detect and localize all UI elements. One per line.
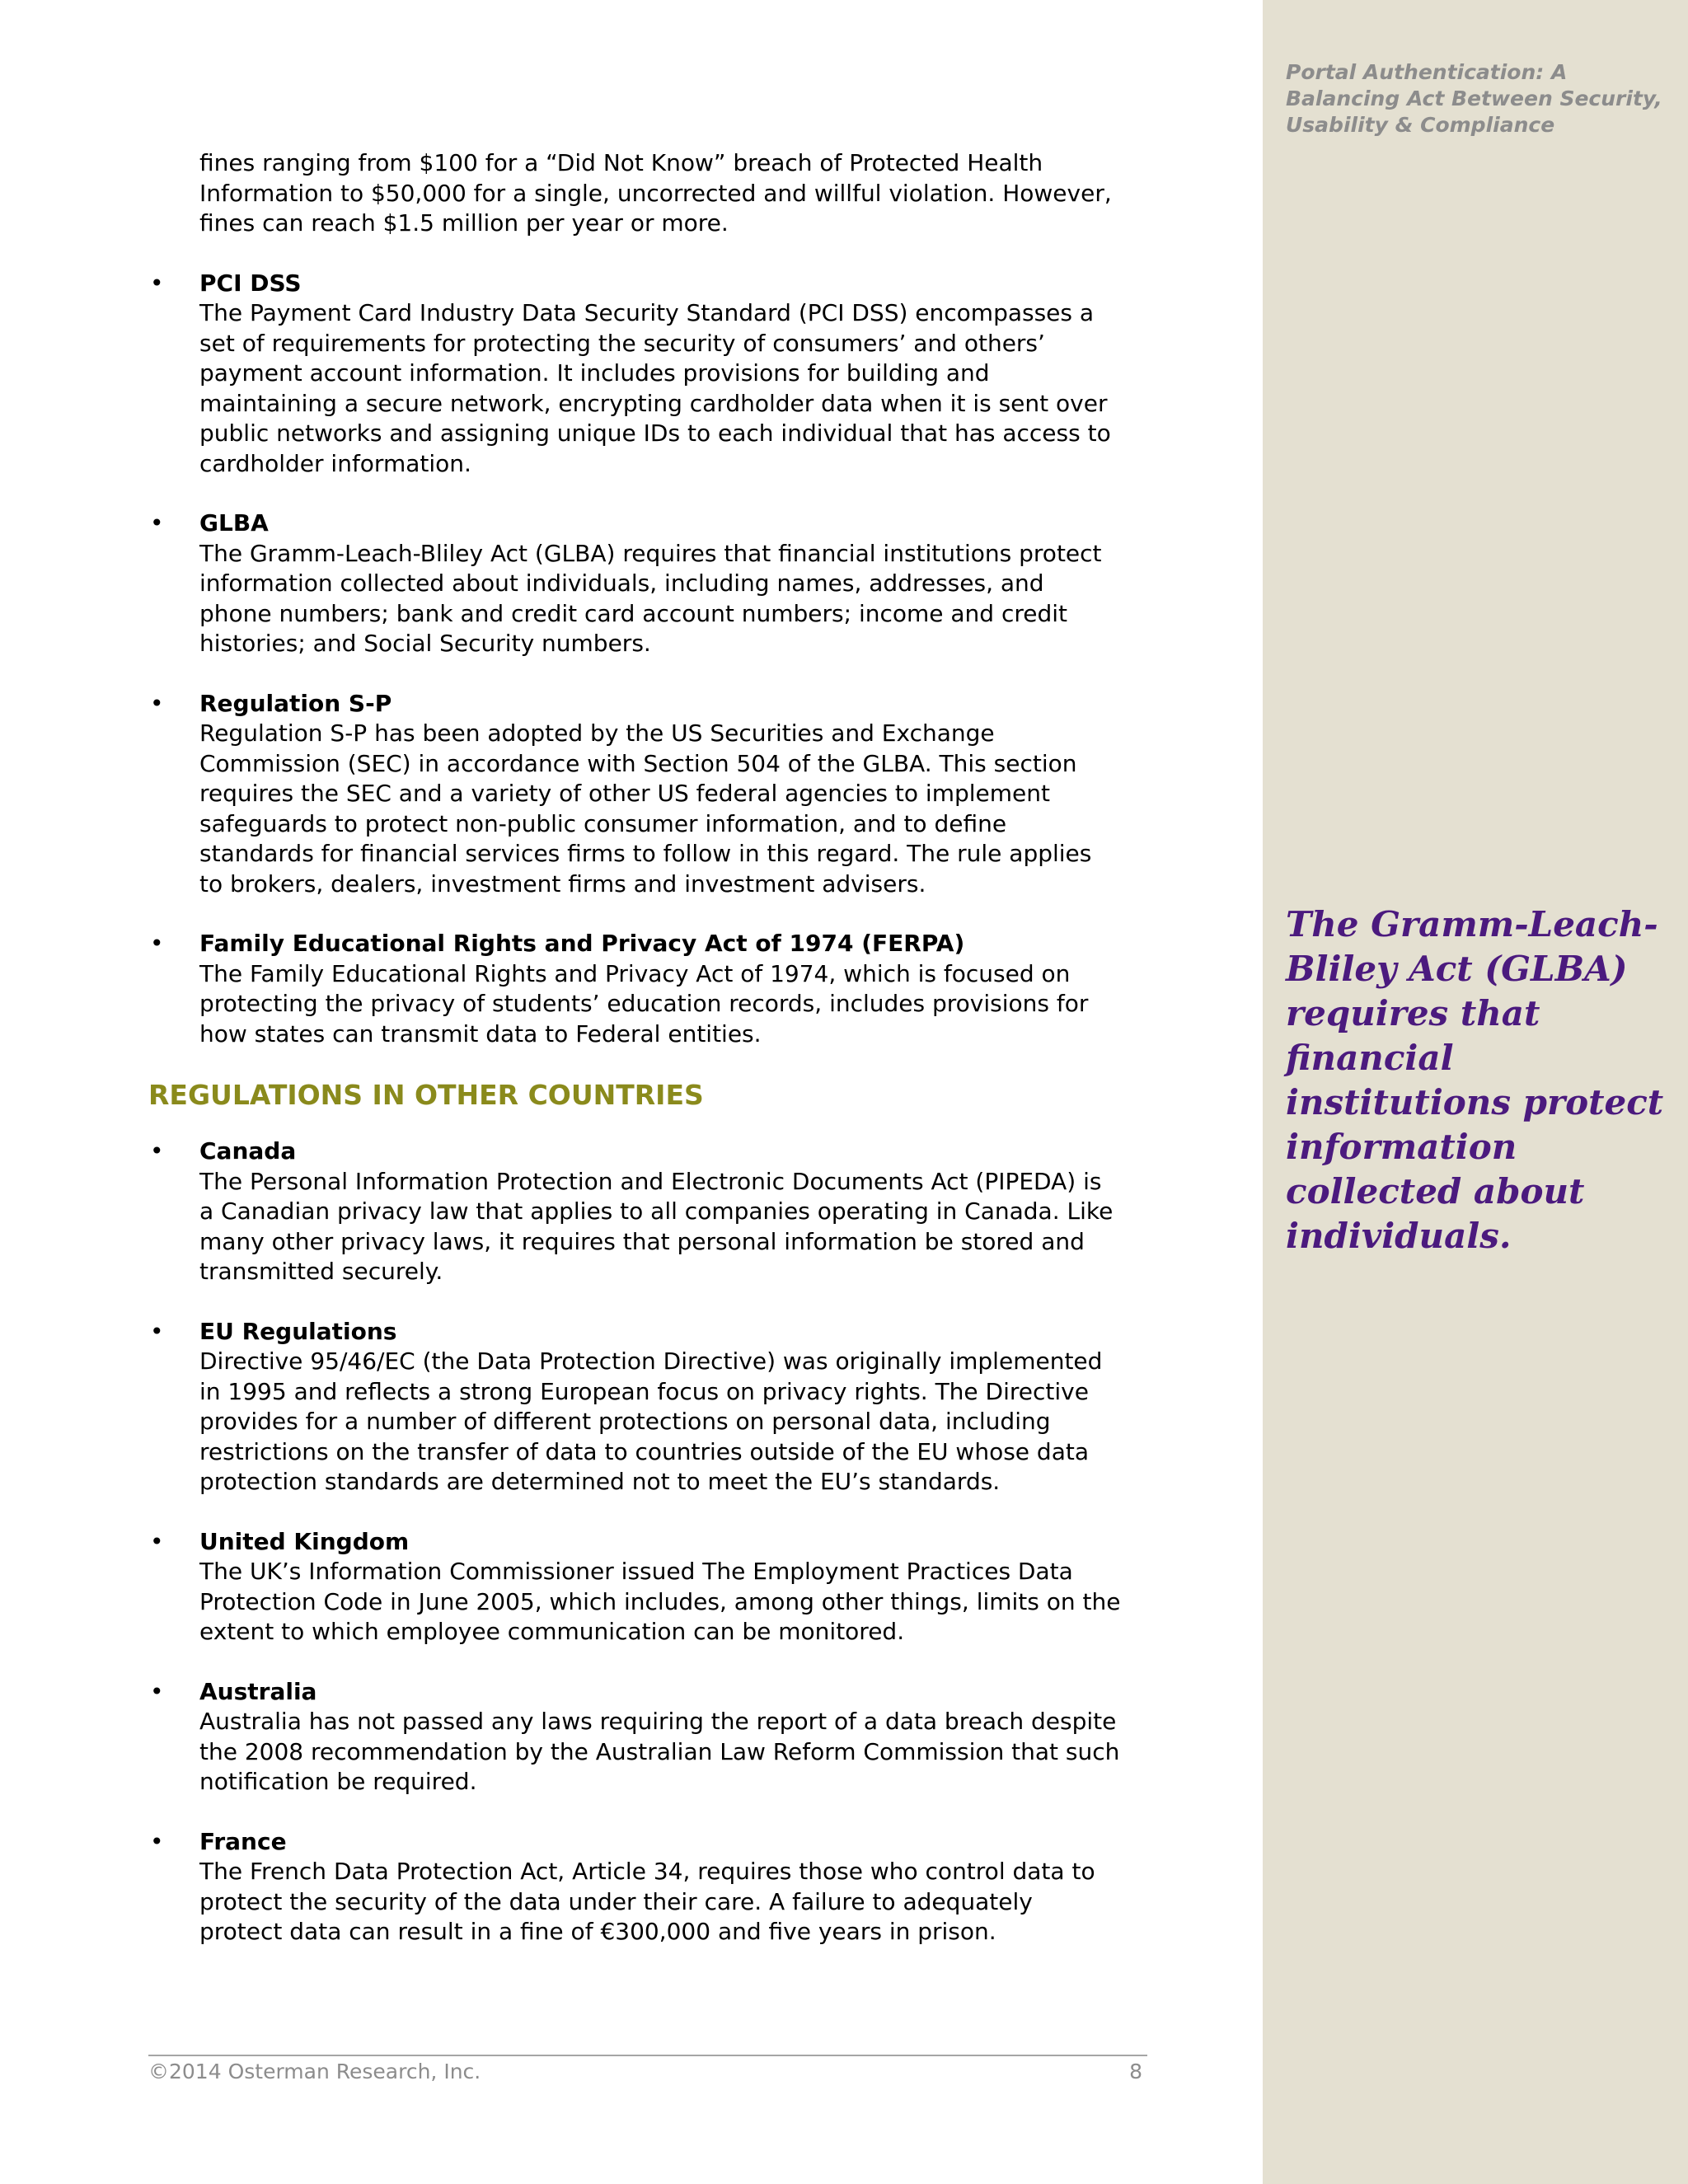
pull-quote: The Gramm-Leach-Bliley Act (GLBA) requires that financial institutions protect information collected about individuals. <box>1286 904 1664 1256</box>
section-heading: REGULATIONS IN OTHER COUNTRIES <box>148 1079 704 1111</box>
item-title: PCI DSS <box>199 269 302 297</box>
bullet: • <box>150 509 164 537</box>
item-title: Family Educational Rights and Privacy Act of 1974 (FERPA) <box>199 930 965 957</box>
bullet: • <box>150 689 164 717</box>
item-text: The Gramm-Leach-Bliley Act (GLBA) requires that financial institutions protect information collected about individuals, including names, addresses, and phone numbers; bank and credit card account numbers; income and credit histories; and Social Security numbers. <box>199 539 1102 657</box>
bullet: • <box>150 269 164 297</box>
item-title: Regulation S-P <box>199 689 392 717</box>
item-title: France <box>199 1827 287 1855</box>
intro-paragraph: fines ranging from $100 for a “Did Not Know” breach of Protected Health Information to $50,000 for a single, uncorrected and willful violation. However, fines can reach $1.5 million per year or more. <box>199 149 1112 237</box>
list-item-france <box>148 1827 1121 1947</box>
list-item-eu-regulations <box>148 1317 1121 1497</box>
sidebar <box>1263 0 1688 2184</box>
item-title: EU Regulations <box>199 1317 397 1345</box>
page-number: 8 <box>1129 2060 1142 2083</box>
item-title: Canada <box>199 1137 297 1165</box>
footer-divider <box>148 2055 1147 2056</box>
list-item-ferpa <box>148 929 1121 1049</box>
item-title: Australia <box>199 1677 317 1705</box>
list-item-united-kingdom <box>148 1527 1121 1647</box>
list-item-canada <box>148 1137 1121 1287</box>
main-content <box>148 148 1121 1977</box>
bullet: • <box>150 1527 164 1555</box>
item-title: GLBA <box>199 509 269 537</box>
item-text: The Payment Card Industry Data Security Standard (PCI DSS) encompasses a set of requirements for protecting the security of consumers’ and others’ payment account information. It includes provisions for building and maintaining a secure network, encrypting cardholder data when it is sent over public networks and assigning unique IDs to each individual that has access to cardholder information. <box>199 299 1111 477</box>
item-text: The Personal Information Protection and Electronic Documents Act (PIPEDA) is a Canadian privacy law that applies to all companies operating in Canada. Like many other privacy laws, it requires that personal information be stored and transmitted securely. <box>199 1167 1114 1285</box>
list-item-glba <box>148 509 1121 659</box>
bullet: • <box>150 930 164 957</box>
item-title: United Kingdom <box>199 1527 410 1555</box>
bullet: • <box>150 1317 164 1345</box>
item-text: Regulation S-P has been adopted by the US Securities and Exchange Commission (SEC) in accordance with Section 504 of the GLBA. This section requires the SEC and a variety of other US federal agencies to implement safeguards to protect non-public consumer information, and to define standards for financial services firms to follow in this regard. The rule applies to brokers, dealers, investment firms and investment advisers. <box>199 719 1092 898</box>
list-item-regulation-s-p <box>148 689 1121 900</box>
item-text: The Family Educational Rights and Privacy Act of 1974, which is focused on protecting the privacy of students’ education records, includes provisions for how states can transmit data to Federal entities. <box>199 959 1089 1047</box>
bullet: • <box>150 1827 164 1855</box>
running-header: Portal Authentication: A Balancing Act Between Security, Usability & Compliance <box>1286 60 1662 137</box>
item-text: Directive 95/46/EC (the Data Protection Directive) was originally implemented in 1995 and reflects a strong European focus on privacy rights. The Directive provides for a number of different protections on personal data, including restrictions on the transfer of data to countries outside of the EU whose data protection standards are determined not to meet the EU’s standards. <box>199 1347 1103 1495</box>
item-text: Australia has not passed any laws requiring the report of a data breach despite the 2008 recommendation by the Australian Law Reform Commission that such notification be required. <box>199 1708 1120 1795</box>
list-item-australia <box>148 1677 1121 1797</box>
bullet: • <box>150 1677 164 1705</box>
bullet: • <box>150 1137 164 1165</box>
item-text: The French Data Protection Act, Article 34, requires those who control data to protect the security of the data under their care. A failure to adequately protect data can result in a fine of €300,000 and five years in prison. <box>199 1858 1095 1945</box>
item-text: The UK’s Information Commissioner issued The Employment Practices Data Protection Code in June 2005, which includes, among other things, limits on the extent to which employee communication can be monitored. <box>199 1558 1121 1645</box>
list-item-pci-dss <box>148 269 1121 480</box>
footer-copyright: ©2014 Osterman Research, Inc. <box>148 2060 481 2083</box>
